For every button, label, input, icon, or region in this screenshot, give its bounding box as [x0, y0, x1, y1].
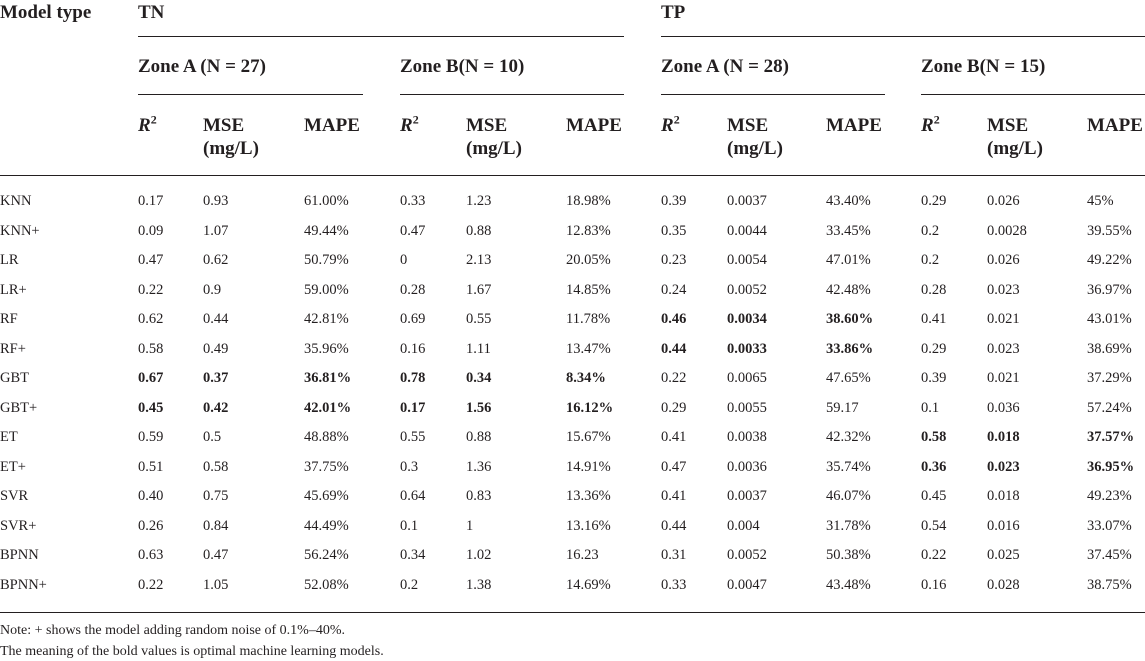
table-cell: 0.0028 — [987, 222, 1027, 239]
table-cell: 49.22% — [1087, 252, 1132, 268]
table-cell: 0.0037 — [727, 488, 767, 504]
table-cell: 0.75 — [203, 488, 229, 504]
table-cell: 46.07% — [826, 488, 871, 504]
table-cell: 0.54 — [921, 517, 947, 534]
mape-header: MAPE — [826, 115, 882, 136]
table-cell: 0.58 — [921, 429, 947, 445]
table-cell: 0.93 — [203, 193, 229, 209]
table-cell: 0.23 — [661, 252, 687, 268]
table-cell: 0.17 — [138, 193, 164, 209]
table-cell: 1.38 — [466, 576, 492, 593]
mse-header — [987, 114, 1043, 160]
table-cell: 0.22 — [138, 576, 164, 593]
r2-superscript: 2 — [412, 112, 419, 127]
model-type-header: Model type — [0, 2, 92, 23]
table-cell: 0.22 — [921, 547, 947, 563]
table-cell: 0.0047 — [727, 576, 767, 593]
table-cell: 47.65% — [826, 370, 871, 386]
zone-header: Zone A (N = 28) — [661, 56, 789, 77]
zone-rule — [138, 94, 363, 95]
table-cell: 0.0038 — [727, 429, 767, 445]
table-cell: 61.00% — [304, 193, 349, 209]
table-cell: 1.56 — [466, 399, 492, 416]
table-cell: 14.85% — [566, 281, 611, 298]
table-cell: 0.1 — [400, 517, 419, 534]
table-cell: 0.64 — [400, 488, 426, 504]
table-cell: 0.45 — [921, 488, 947, 504]
table-cell: 0.0033 — [727, 340, 767, 357]
table-cell: 0.028 — [987, 576, 1020, 593]
table-cell: 43.48% — [826, 576, 871, 593]
table-cell: 0.018 — [987, 429, 1020, 445]
table-cell: 47.01% — [826, 252, 871, 268]
table-cell: 0.023 — [987, 458, 1020, 475]
mse-unit-line: (mg/L) — [727, 138, 783, 159]
table-cell: 0.0065 — [727, 370, 767, 386]
table-cell: 0.29 — [921, 193, 947, 209]
table-cell: 45.69% — [304, 488, 349, 504]
mape-header: MAPE — [566, 115, 622, 136]
mse-header — [727, 114, 783, 160]
table-cell: 37.57% — [1087, 429, 1135, 445]
table-cell: 38.75% — [1087, 576, 1132, 593]
zone-rule — [921, 94, 1145, 95]
table-cell: 42.48% — [826, 281, 871, 298]
table-cell: 49.23% — [1087, 488, 1132, 504]
table-cell: 33.86% — [826, 340, 874, 357]
model-name-cell: ET — [0, 429, 18, 445]
table-cell: 0.004 — [727, 517, 760, 534]
table-cell: 0.023 — [987, 281, 1020, 298]
model-name-cell: BPNN — [0, 547, 39, 563]
table-cell: 0.46 — [661, 311, 687, 327]
model-name-cell: KNN+ — [0, 222, 40, 239]
table-cell: 0.88 — [466, 222, 492, 239]
table-cell: 36.81% — [304, 370, 352, 386]
table-cell: 37.45% — [1087, 547, 1132, 563]
table-cell: 0.47 — [400, 222, 426, 239]
table-cell: 0.39 — [921, 370, 947, 386]
table-cell: 0.33 — [400, 193, 426, 209]
table-cell: 0.40 — [138, 488, 164, 504]
tn-group-header: TN — [138, 2, 165, 23]
table-cell: 0.83 — [466, 488, 492, 504]
table-cell: 0.22 — [138, 281, 164, 298]
r2-header — [661, 114, 680, 137]
table-cell: 1.67 — [466, 281, 492, 298]
mse-header-line: MSE — [727, 115, 769, 136]
table-cell: 0.62 — [138, 311, 164, 327]
table-cell: 20.05% — [566, 252, 611, 268]
table-cell: 2.13 — [466, 252, 492, 268]
table-cell: 12.83% — [566, 222, 611, 239]
table-cell: 52.08% — [304, 576, 349, 593]
table-cell: 50.38% — [826, 547, 871, 563]
table-note: Note: + shows the model adding random noise of 0.1%–40%. — [0, 623, 346, 638]
table-cell: 43.01% — [1087, 311, 1132, 327]
table-cell: 36.97% — [1087, 281, 1132, 298]
table-cell: 0.37 — [203, 370, 229, 386]
table-cell: 0.78 — [400, 370, 426, 386]
table-bottom-rule — [0, 612, 1145, 613]
table-cell: 16.12% — [566, 399, 614, 416]
table-cell: 0.47 — [138, 252, 164, 268]
model-name-cell: GBT — [0, 370, 29, 386]
table-cell: 0.35 — [661, 222, 687, 239]
mse-header-line: MSE — [466, 115, 508, 136]
table-cell: 0.58 — [203, 458, 229, 475]
model-name-cell: GBT+ — [0, 399, 38, 416]
model-name-cell: BPNN+ — [0, 576, 47, 593]
table-cell: 59.00% — [304, 281, 349, 298]
mse-header — [466, 114, 522, 160]
table-cell: 0.026 — [987, 252, 1020, 268]
table-cell: 0.24 — [661, 281, 687, 298]
table-cell: 13.16% — [566, 517, 611, 534]
tp-group-rule — [661, 36, 1145, 37]
table-cell: 0.58 — [138, 340, 164, 357]
table-cell: 0.67 — [138, 370, 164, 386]
table-cell: 42.81% — [304, 311, 349, 327]
table-cell: 0.88 — [466, 429, 492, 445]
table-cell: 35.96% — [304, 340, 349, 357]
r2-superscript: 2 — [150, 112, 157, 127]
table-cell: 0.34 — [400, 547, 426, 563]
zone-rule — [400, 94, 624, 95]
table-cell: 0.0036 — [727, 458, 767, 475]
table-cell: 1.07 — [203, 222, 229, 239]
mse-unit-line: (mg/L) — [203, 138, 259, 159]
r2-base: R — [921, 115, 934, 136]
r2-header — [400, 114, 419, 137]
table-cell: 1.02 — [466, 547, 492, 563]
table-cell: 0.2 — [921, 222, 940, 239]
table-cell: 16.23 — [566, 547, 599, 563]
table-cell: 15.67% — [566, 429, 611, 445]
table-cell: 0.0044 — [727, 222, 767, 239]
table-cell: 0.016 — [987, 517, 1020, 534]
mse-unit-line: (mg/L) — [466, 138, 522, 159]
table-cell: 0.29 — [921, 340, 947, 357]
r2-base: R — [400, 115, 413, 136]
table-cell: 0.09 — [138, 222, 164, 239]
mape-header: MAPE — [304, 115, 360, 136]
table-cell: 0.41 — [921, 311, 947, 327]
table-cell: 35.74% — [826, 458, 871, 475]
table-cell: 49.44% — [304, 222, 349, 239]
mse-header-line: MSE — [987, 115, 1029, 136]
table-cell: 0.0037 — [727, 193, 767, 209]
table-cell: 13.36% — [566, 488, 611, 504]
table-cell: 0.45 — [138, 399, 164, 416]
table-cell: 1 — [466, 517, 474, 534]
table-cell: 8.34% — [566, 370, 606, 386]
table-cell: 0.55 — [466, 311, 492, 327]
model-name-cell: SVR+ — [0, 517, 37, 534]
r2-header — [138, 114, 157, 137]
table-cell: 0.1 — [921, 399, 940, 416]
table-cell: 0.018 — [987, 488, 1020, 504]
table-cell: 37.75% — [304, 458, 349, 475]
mse-unit-line: (mg/L) — [987, 138, 1043, 159]
table-cell: 0.16 — [400, 340, 426, 357]
table-cell: 0.0054 — [727, 252, 767, 268]
table-cell: 0.55 — [400, 429, 426, 445]
zone-header: Zone A (N = 27) — [138, 56, 266, 77]
table-cell: 37.29% — [1087, 370, 1132, 386]
table-cell: 0.3 — [400, 458, 419, 475]
table-cell: 0.29 — [661, 399, 687, 416]
table-cell: 45% — [1087, 193, 1114, 209]
table-cell: 0.0034 — [727, 311, 767, 327]
table-cell: 42.01% — [304, 399, 352, 416]
table-cell: 0.49 — [203, 340, 229, 357]
table-cell: 0.021 — [987, 370, 1020, 386]
table-cell: 0.84 — [203, 517, 229, 534]
table-cell: 0.34 — [466, 370, 492, 386]
table-cell: 31.78% — [826, 517, 871, 534]
table-cell: 1.11 — [466, 340, 491, 357]
table-cell: 18.98% — [566, 193, 611, 209]
table-cell: 0.51 — [138, 458, 164, 475]
table-cell: 39.55% — [1087, 222, 1132, 239]
r2-superscript: 2 — [673, 112, 680, 127]
table-cell: 50.79% — [304, 252, 349, 268]
table-cell: 1.36 — [466, 458, 492, 475]
mse-header — [203, 114, 259, 160]
table-cell: 0.5 — [203, 429, 222, 445]
table-cell: 0.69 — [400, 311, 426, 327]
table-cell: 0.47 — [203, 547, 229, 563]
mape-header: MAPE — [1087, 115, 1143, 136]
tp-group-header: TP — [661, 2, 686, 23]
table-cell: 0.62 — [203, 252, 229, 268]
r2-superscript: 2 — [933, 112, 940, 127]
table-cell: 0.16 — [921, 576, 947, 593]
table-cell: 0.59 — [138, 429, 164, 445]
table-cell: 14.91% — [566, 458, 611, 475]
table-cell: 0.47 — [661, 458, 687, 475]
table-cell: 0.44 — [203, 311, 229, 327]
table-cell: 42.32% — [826, 429, 871, 445]
table-cell: 0.023 — [987, 340, 1020, 357]
model-name-cell: RF+ — [0, 340, 26, 357]
table-cell: 11.78% — [566, 311, 611, 327]
model-name-cell: KNN — [0, 193, 32, 209]
zone-header: Zone B(N = 10) — [400, 56, 525, 77]
zone-header: Zone B(N = 15) — [921, 56, 1046, 77]
r2-base: R — [138, 115, 151, 136]
header-bottom-rule — [0, 175, 1145, 176]
table-cell: 48.88% — [304, 429, 349, 445]
table-cell: 56.24% — [304, 547, 349, 563]
table-cell: 0.33 — [661, 576, 687, 593]
table-cell: 1.23 — [466, 193, 492, 209]
table-cell: 0.44 — [661, 517, 687, 534]
table-cell: 0.41 — [661, 488, 687, 504]
table-cell: 0.021 — [987, 311, 1020, 327]
table-cell: 0.2 — [921, 252, 940, 268]
table-cell: 0 — [400, 252, 408, 268]
table-cell: 1.05 — [203, 576, 229, 593]
table-cell: 0.44 — [661, 340, 687, 357]
table-cell: 0.9 — [203, 281, 222, 298]
table-cell: 0.39 — [661, 193, 687, 209]
table-cell: 33.07% — [1087, 517, 1132, 534]
table-cell: 0.26 — [138, 517, 164, 534]
table-cell: 38.60% — [826, 311, 874, 327]
table-cell: 43.40% — [826, 193, 871, 209]
mse-header-line: MSE — [203, 115, 245, 136]
table-cell: 0.28 — [921, 281, 947, 298]
model-name-cell: ET+ — [0, 458, 26, 475]
table-cell: 14.69% — [566, 576, 611, 593]
table-cell: 0.025 — [987, 547, 1020, 563]
tn-group-rule — [138, 36, 624, 37]
table-cell: 57.24% — [1087, 399, 1132, 416]
table-cell: 0.28 — [400, 281, 426, 298]
table-cell: 0.026 — [987, 193, 1020, 209]
table-cell: 0.0055 — [727, 399, 767, 416]
table-cell: 0.0052 — [727, 281, 767, 298]
table-cell: 0.2 — [400, 576, 419, 593]
r2-base: R — [661, 115, 674, 136]
model-name-cell: LR — [0, 252, 19, 268]
table-cell: 0.36 — [921, 458, 947, 475]
table-cell: 36.95% — [1087, 458, 1135, 475]
table-cell: 59.17 — [826, 399, 859, 416]
table-cell: 0.17 — [400, 399, 426, 416]
table-cell: 0.42 — [203, 399, 229, 416]
table-cell: 13.47% — [566, 340, 611, 357]
r2-header — [921, 114, 940, 137]
model-name-cell: SVR — [0, 488, 29, 504]
table-cell: 0.31 — [661, 547, 687, 563]
table-note: The meaning of the bold values is optimal machine learning models. — [0, 644, 384, 659]
table-cell: 0.22 — [661, 370, 687, 386]
table-cell: 0.63 — [138, 547, 164, 563]
table-cell: 33.45% — [826, 222, 871, 239]
table-cell: 0.0052 — [727, 547, 767, 563]
model-name-cell: LR+ — [0, 281, 27, 298]
table-cell: 44.49% — [304, 517, 349, 534]
table-cell: 0.036 — [987, 399, 1020, 416]
model-name-cell: RF — [0, 311, 18, 327]
table-cell: 0.41 — [661, 429, 687, 445]
zone-rule — [661, 94, 885, 95]
table-cell: 38.69% — [1087, 340, 1132, 357]
